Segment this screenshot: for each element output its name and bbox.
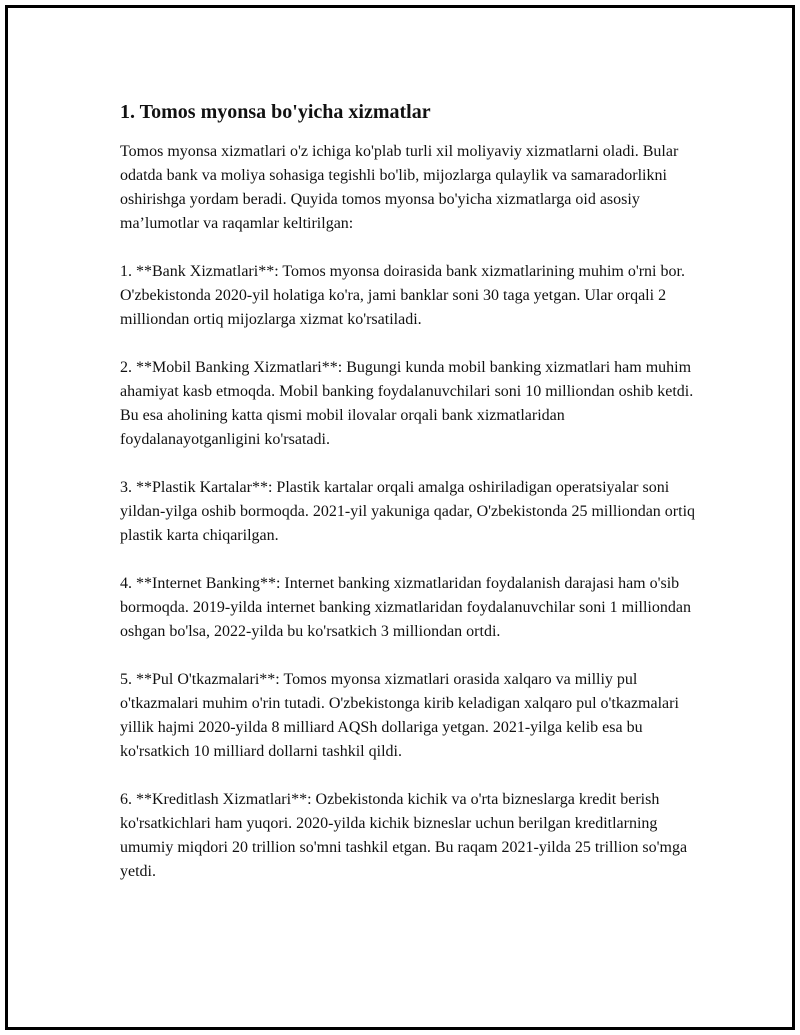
document-body — [120, 98, 700, 908]
paragraph-lending-services: 6. **Kreditlash Xizmatlari**: Ozbekistonda kichik va o'rta bizneslarga kredit berish ko'rsatkichlari ham yuqori. 2020-yilda kichik bizneslar uchun berilgan kreditlarning umumiy miqdori 20 trillion so'mni tashkil etgan. Bu raqam 2021-yilda 25 trillion so'mga yetdi. — [120, 791, 688, 880]
paragraph-money-transfers: 5. **Pul O'tkazmalari**: Tomos myonsa xizmatlari orasida xalqaro va milliy pul o'tkazmalari muhim o'rin tutadi. O'zbekistonga kirib keladigan xalqaro pul o'tkazmalari yillik hajmi 2020-yilda 8 milliard AQSh dollariga yetgan. 2021-yilga kelib esa bu ko'rsatkich 10 milliard dollarni tashkil qildi. — [120, 671, 679, 760]
paragraph-plastic-cards: 3. **Plastik Kartalar**: Plastik kartalar orqali amalga oshiriladigan operatsiyalar soni yildan-yilga oshib bormoqda. 2021-yil yakuniga qadar, O'zbekistonda 25 milliondan ortiq plastik karta chiqarilgan. — [120, 479, 696, 544]
section-heading: 1. Tomos myonsa bo'yicha xizmatlar — [120, 101, 431, 123]
paragraph-bank-services: 1. **Bank Xizmatlari**: Tomos myonsa doirasida bank xizmatlarining muhim o'rni bor. O'zbekistonda 2020-yil holatiga ko'ra, jami banklar soni 30 taga yetgan. Ular orqali 2 milliondan ortiq mijozlarga xizmat ko'rsatiladi. — [120, 263, 685, 328]
paragraph-internet-banking: 4. **Internet Banking**: Internet banking xizmatlaridan foydalanish darajasi ham o'sib bormoqda. 2019-yilda internet banking xizmatlaridan foydalanuvchilar soni 1 milliondan oshgan bo'lsa, 2022-yilda bu ko'rsatkich 3 milliondan ortdi. — [120, 575, 691, 640]
paragraph-mobile-banking: 2. **Mobil Banking Xizmatlari**: Bugungi kunda mobil banking xizmatlari ham muhim ahamiyat kasb etmoqda. Mobil banking foydalanuvchilari soni 10 milliondan oshib ketdi. Bu esa aholining katta qismi mobil ilovalar orqali bank xizmatlaridan foydalanayotganligini ko'rsatadi. — [120, 359, 694, 448]
page-frame — [5, 5, 795, 1030]
intro-paragraph: Tomos myonsa xizmatlari o'z ichiga ko'plab turli xil moliyaviy xizmatlarni oladi. Bular odatda bank va moliya sohasiga tegishli bo'lib, mijozlarga qulaylik va samaradorlikni oshirishga yordam beradi. Quyida tomos myonsa bo'yicha xizmatlarga oid asosiy ma’lumotlar va raqamlar keltirilgan: — [120, 143, 679, 232]
